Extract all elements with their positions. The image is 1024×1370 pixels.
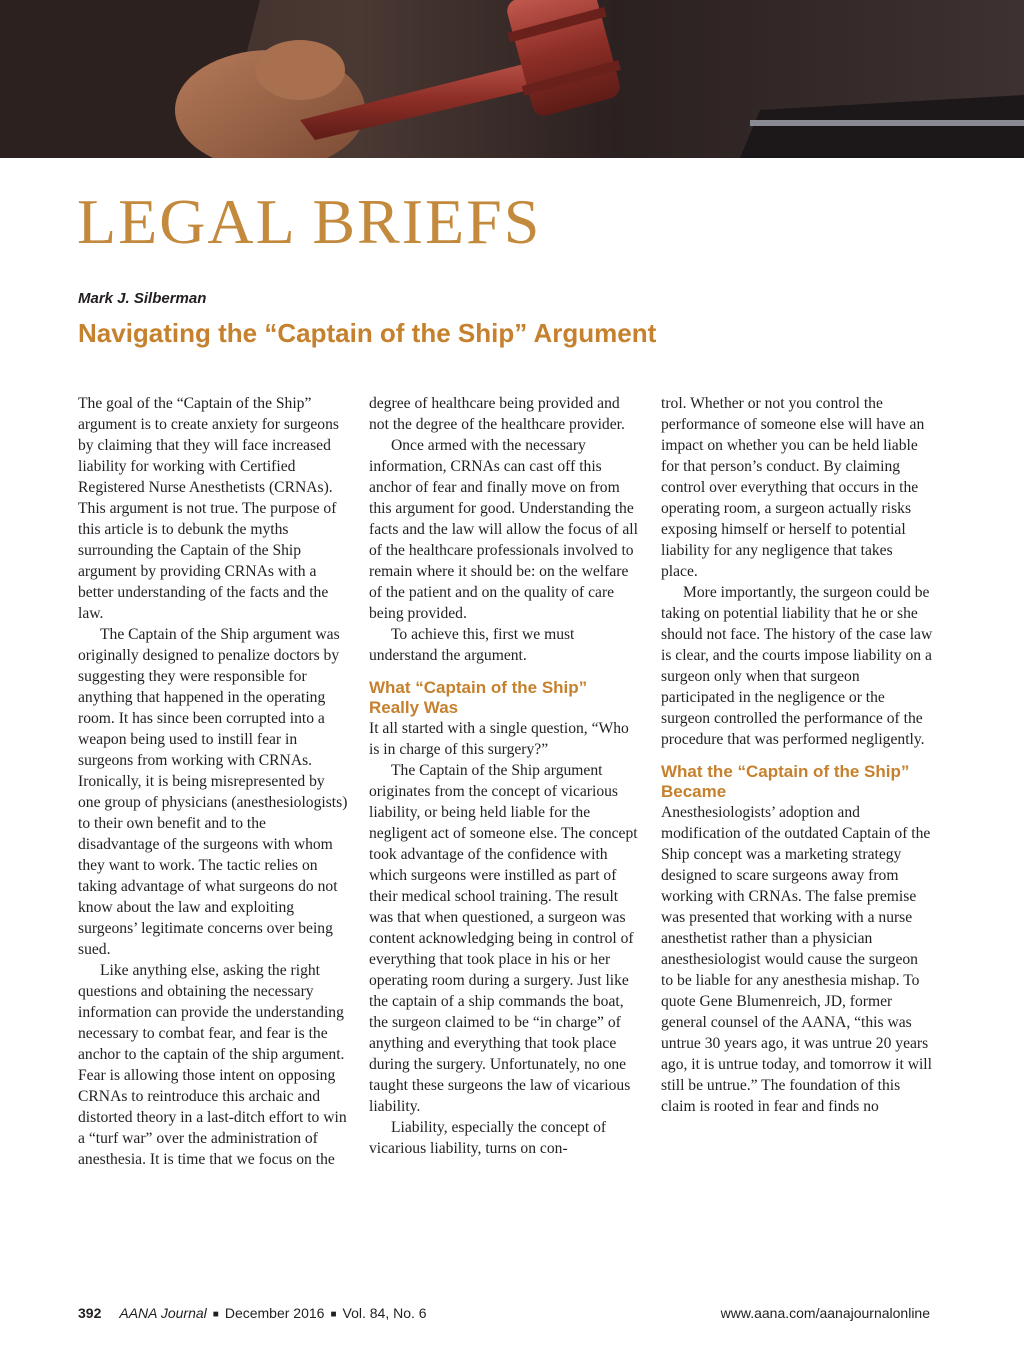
section-heading: What “Captain of the Ship” Really Was [369,678,588,717]
paragraph: The Captain of the Ship argument was originally designed to penalize doctors by suggesting they were responsible for anything that happened in the operating room. It has since been corrupted into a weapon being used to instill fear in surgeons from working with CRNAs. Ironically, it is being misrepresented by one group of physicians (anesthesiologists) to their own benefit and to the disadvantage of the surgeons with whom they want to work. The tactic relies on taking advantage of what surgeons do not know about the law and exploiting surgeons’ legitimate concerns over being sued. [78,626,348,958]
article-column-1 [78,393,350,1170]
paragraph: Like anything else, asking the right questions and obtaining the necessary information can provide the understanding necessary to combat fear, and fear is the anchor to the captain of the ship argument. Fear is allowing those intent on opposing CRNAs to reintroduce this archaic and distorted theory in a last-ditch effort to win a “turf war” over the administration of anesthesia. It is time that we focus on the [78,962,347,1168]
volume-issue: Vol. 84, No. 6 [342,1305,427,1321]
separator-square-icon: ■ [212,1309,219,1320]
paragraph: trol. Whether or not you control the performance of someone else will have an impact on whether you can be held liable for that person’s conduct. By claiming control over everything that occurs in the operating room, a surgeon actually risks exposing himself or herself to potential liability for any negligence that takes place. [661,395,925,580]
article-column-2 [369,393,641,1159]
masthead: LEGAL BRIEFS [77,186,542,257]
paragraph: Once armed with the necessary information, CRNAs can cast off this anchor of fear and finally move on from this argument for good. Understanding the facts and the law will allow the focus of all of the healthcare professionals involved to remain where it should be: on the welfare of the patient and on the quality of care being provided. [369,437,638,622]
journal-name: AANA Journal [119,1305,207,1321]
paragraph: The goal of the “Captain of the Ship” argument is to create anxiety for surgeons by claiming that they will face increased liability for working with Certified Registered Nurse Anesthetists (CRNAs). This argument is not true. The purpose of this article is to debunk the myths surrounding the Captain of the Ship argument by providing CRNAs with a better understanding of the facts and the law. [78,395,339,622]
paragraph: It all started with a single question, “Who is in charge of this surgery?” [369,720,629,758]
paragraph: The Captain of the Ship argument originates from the concept of vicarious liability, or being held liable for the negligent act of someone else. The concept took advantage of the confidence with which surgeons were instilled as part of their medical school training. The result was that when questioned, a surgeon was content acknowledging being in control of everything that took place in his or her operating room during a surgery. Just like the captain of a ship commands the boat, the surgeon claimed to be “in charge” of anything and everything that took place during the surgery. Unfortunately, no one taught these surgeons the law of vicarious liability. [369,762,638,1115]
paragraph: More importantly, the surgeon could be taking on potential liability that he or she should not face. The history of the case law is clear, and the courts impose liability on a surgeon only when that surgeon participated in the negligence or the surgeon controlled the performance of the procedure that was performed negligently. [661,584,933,748]
issue-date: December 2016 [224,1305,325,1321]
journal-url[interactable]: www.aana.com/aanajournalonline [720,1305,930,1321]
hero-image-gavel [0,0,1024,158]
section-heading: What the “Captain of the Ship” Became [661,762,910,801]
paragraph: degree of healthcare being provided and not the degree of the healthcare provider. [369,395,625,433]
author-name: Mark J. Silberman [78,290,207,307]
page-footer [78,1305,930,1321]
article-title: Navigating the “Captain of the Ship” Argument [78,318,657,348]
separator-square-icon: ■ [330,1309,337,1320]
page-number: 392 [78,1305,102,1321]
paragraph: Liability, especially the concept of vicarious liability, turns on con- [369,1119,607,1157]
paragraph: Anesthesiologists’ adoption and modification of the outdated Captain of the Ship concept was a marketing strategy designed to scare surgeons away from working with CRNAs. The false premise was presented that working with a nurse anesthetist rather than a physician anesthesiologist would cause the surgeon to be liable for any anesthesia mishap. To quote Gene Blumenreich, JD, former general counsel of the AANA, “this was untrue 30 years ago, it was untrue 20 years ago, it is untrue today, and tomorrow it will still be untrue.” The foundation of this claim is rooted in fear and finds no [661,804,932,1115]
paragraph: To achieve this, first we must understand the argument. [369,626,575,664]
article-column-3 [661,393,933,1117]
